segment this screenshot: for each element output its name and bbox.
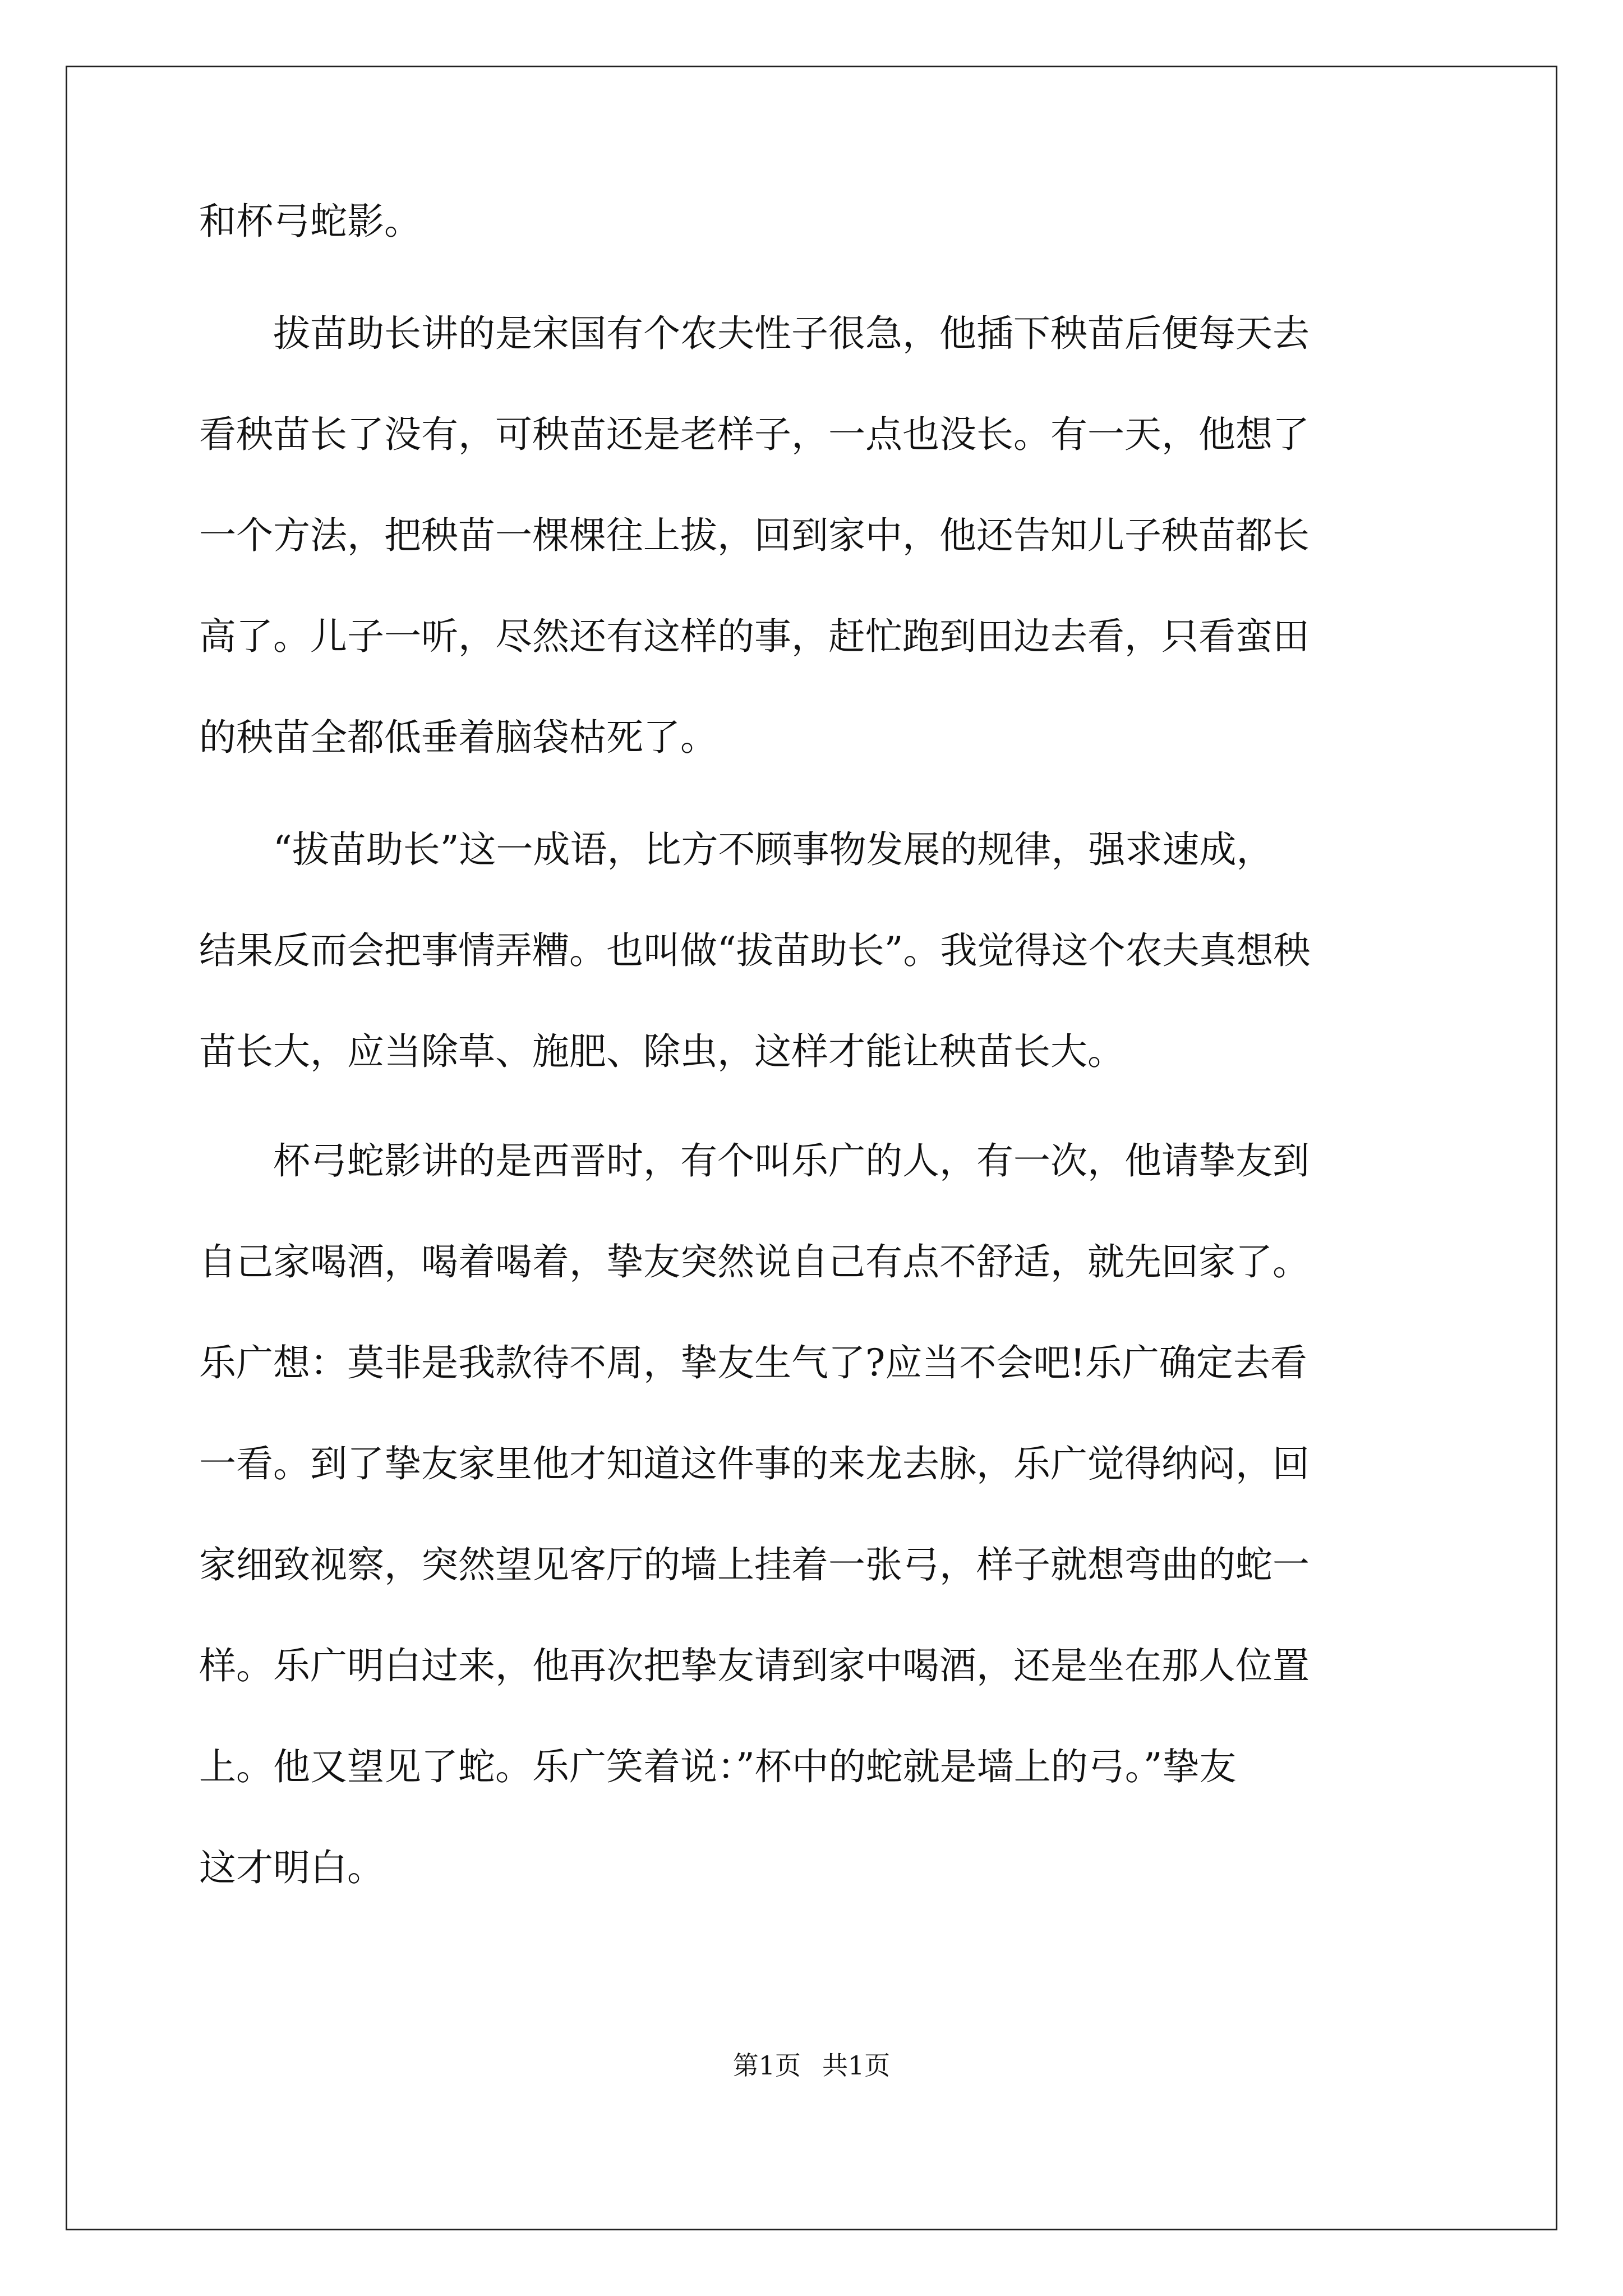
text-line: 苗长大，应当除草、施肥、除虫，这样才能让秧苗长大。 [199,1030,1124,1073]
page-number: 第1页 [732,2050,801,2081]
page-footer [0,2049,1623,2082]
text-line: 上。他又望见了蛇。乐广笑着说：”杯中的蛇就是墙上的弓。”挚友 [199,1745,1237,1788]
text-line: 样。乐广明白过来，他再次把挚友请到家中喝酒，还是坐在那人位置 [199,1644,1310,1687]
text-line: 这才明白。 [199,1846,384,1889]
text-line: 家细致视察，突然望见客厅的墙上挂着一张弓，样子就想弯曲的蛇一 [199,1543,1310,1586]
text-line: 结果反而会把事情弄糟。也叫做“拔苗助长”。我觉得这个农夫真想秧 [199,929,1311,972]
text-line: “拔苗助长”这一成语，比方不顾事物发展的规律，强求速成， [199,828,1274,871]
text-line: 杯弓蛇影讲的是西晋时，有个叫乐广的人，有一次，他请挚友到 [199,1139,1310,1182]
text-line: 的秧苗全都低垂着脑袋枯死了。 [199,716,717,759]
text-line: 自己家喝酒，喝着喝着，挚友突然说自己有点不舒适，就先回家了。 [199,1240,1310,1283]
text-line: 乐广想：莫非是我款待不周，挚友生气了?应当不会吧!乐广确定去看 [199,1341,1307,1384]
text-line: 一个方法，把秧苗一棵棵往上拔，回到家中，他还告知儿子秧苗都长 [199,514,1310,557]
text-line: 高了。儿子一听，尽然还有这样的事，赶忙跑到田边去看，只看蛮田 [199,615,1310,658]
page-total: 共1页 [822,2050,891,2081]
text-line: 拔苗助长讲的是宋国有个农夫性子很急，他插下秧苗后便每天去 [199,312,1310,355]
text-line: 一看。到了挚友家里他才知道这件事的来龙去脉，乐广觉得纳闷，回 [199,1442,1310,1485]
text-line: 和杯弓蛇影。 [199,200,421,243]
text-line: 看秧苗长了没有，可秧苗还是老样子，一点也没长。有一天，他想了 [199,413,1310,456]
